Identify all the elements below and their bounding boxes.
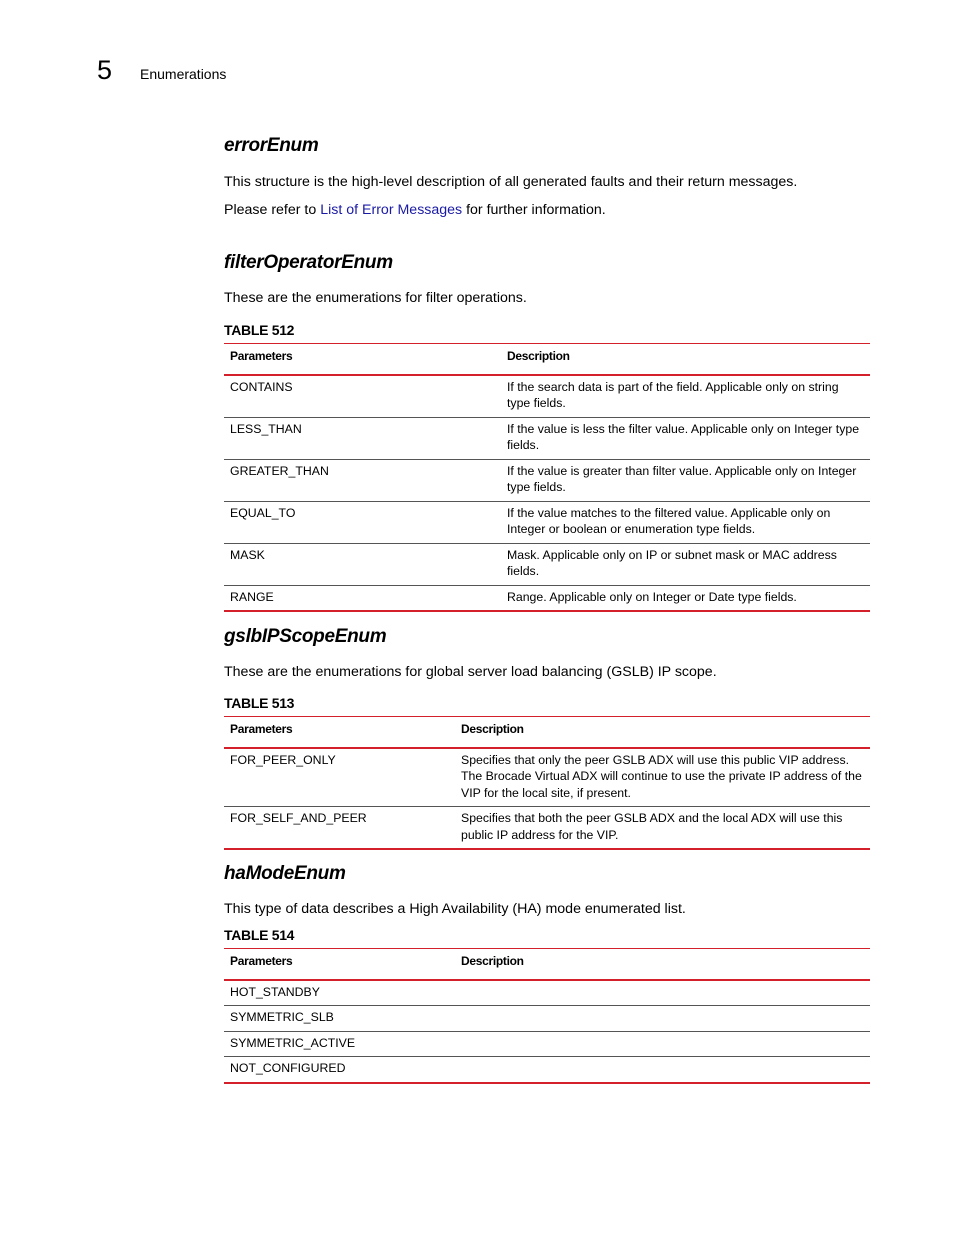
chapter-title: Enumerations xyxy=(140,66,227,82)
table-row xyxy=(224,1006,870,1032)
column-header-parameters: Parameters xyxy=(224,344,501,375)
table-row xyxy=(224,375,870,418)
column-header-description: Description xyxy=(455,949,870,980)
column-header-description: Description xyxy=(501,344,870,375)
column-header-parameters: Parameters xyxy=(224,717,455,748)
table-header-row xyxy=(224,949,870,980)
errorenum-description: This structure is the high-level description of all generated faults and their return messages. xyxy=(224,174,798,190)
table-514-caption: TABLE 514 xyxy=(224,927,295,943)
table-row xyxy=(224,585,870,611)
param-cell: RANGE xyxy=(224,585,501,611)
param-cell: MASK xyxy=(224,543,501,585)
desc-cell: If the value matches to the filtered value. Applicable only on Integer or boolean or enumeration type fields. xyxy=(501,501,870,543)
section-title-errorenum: errorEnum xyxy=(224,135,319,156)
desc-cell: Specifies that only the peer GSLB ADX will use this public VIP address. The Brocade Virtual ADX will continue to use the private IP address of the VIP for the local site, if present. xyxy=(455,748,870,807)
param-cell: EQUAL_TO xyxy=(224,501,501,543)
param-cell: HOT_STANDBY xyxy=(224,980,455,1006)
desc-cell: Specifies that both the peer GSLB ADX and the local ADX will use this public IP address for the VIP. xyxy=(455,807,870,850)
table-row xyxy=(224,748,870,807)
param-cell: LESS_THAN xyxy=(224,417,501,459)
table-row xyxy=(224,417,870,459)
desc-cell: If the search data is part of the field. Applicable only on string type fields. xyxy=(501,375,870,418)
table-row xyxy=(224,459,870,501)
table-513 xyxy=(224,716,870,850)
table-514 xyxy=(224,948,870,1084)
error-messages-link[interactable]: List of Error Messages xyxy=(320,202,463,218)
refer-suffix: for further information. xyxy=(462,202,606,218)
param-cell: SYMMETRIC_SLB xyxy=(224,1006,455,1032)
desc-cell xyxy=(455,1006,870,1032)
desc-cell: If the value is less the filter value. Applicable only on Integer type fields. xyxy=(501,417,870,459)
param-cell: SYMMETRIC_ACTIVE xyxy=(224,1031,455,1057)
section-title-hamodeenum: haModeEnum xyxy=(224,863,346,884)
param-cell: NOT_CONFIGURED xyxy=(224,1057,455,1083)
gslbipscopeenum-description: These are the enumerations for global server load balancing (GSLB) IP scope. xyxy=(224,664,717,680)
table-row xyxy=(224,807,870,850)
column-header-description: Description xyxy=(455,717,870,748)
section-title-filteroperatorenum: filterOperatorEnum xyxy=(224,252,393,273)
table-512-caption: TABLE 512 xyxy=(224,322,295,338)
table-512 xyxy=(224,343,870,612)
section-title-gslbipscopeenum: gslbIPScopeEnum xyxy=(224,626,387,647)
desc-cell xyxy=(455,980,870,1006)
table-row xyxy=(224,980,870,1006)
table-row xyxy=(224,1057,870,1083)
filteroperatorenum-description: These are the enumerations for filter operations. xyxy=(224,290,527,306)
chapter-number: 5 xyxy=(97,55,113,85)
table-header-row xyxy=(224,344,870,375)
desc-cell: Range. Applicable only on Integer or Date type fields. xyxy=(501,585,870,611)
param-cell: CONTAINS xyxy=(224,375,501,418)
desc-cell xyxy=(455,1057,870,1083)
param-cell: FOR_SELF_AND_PEER xyxy=(224,807,455,850)
desc-cell: Mask. Applicable only on IP or subnet mask or MAC address fields. xyxy=(501,543,870,585)
refer-prefix: Please refer to xyxy=(224,202,321,218)
param-cell: FOR_PEER_ONLY xyxy=(224,748,455,807)
hamodeenum-description: This type of data describes a High Availability (HA) mode enumerated list. xyxy=(224,901,686,917)
table-row xyxy=(224,501,870,543)
table-row xyxy=(224,1031,870,1057)
table-513-caption: TABLE 513 xyxy=(224,695,295,711)
table-row xyxy=(224,543,870,585)
param-cell: GREATER_THAN xyxy=(224,459,501,501)
desc-cell xyxy=(455,1031,870,1057)
desc-cell: If the value is greater than filter value. Applicable only on Integer type fields. xyxy=(501,459,870,501)
column-header-parameters: Parameters xyxy=(224,949,455,980)
errorenum-refer xyxy=(224,201,606,219)
table-header-row xyxy=(224,717,870,748)
